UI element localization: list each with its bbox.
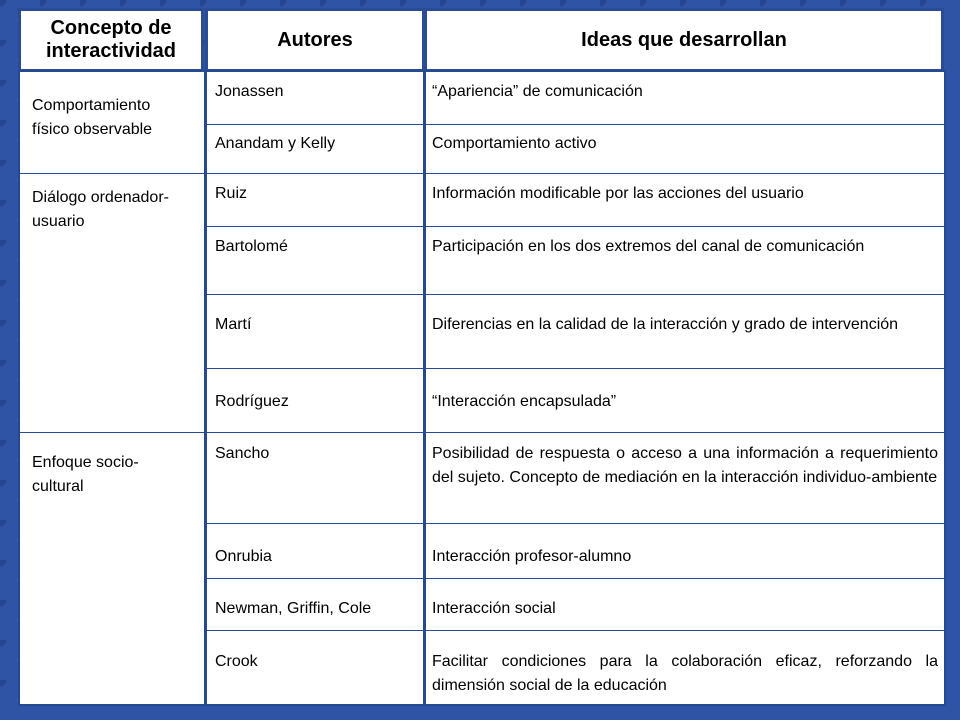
concept-label: Enfoque socio-cultural bbox=[32, 454, 139, 495]
idea-text: “Apariencia” de comunicación bbox=[432, 83, 643, 100]
header-ideas bbox=[424, 8, 944, 72]
idea-text: Posibilidad de respuesta o acceso a una información a requerimiento del sujeto. Concepto de mediación en la interacción individuo-ambiente bbox=[432, 445, 938, 486]
idea-text: Facilitar condiciones para la colaboración eficaz, reforzando la dimensión social de la educación bbox=[432, 653, 938, 694]
idea-text: Participación en los dos extremos del canal de comunicación bbox=[432, 238, 865, 255]
idea-text: “Interacción encapsulada” bbox=[432, 393, 617, 410]
author-name: Onrubia bbox=[215, 548, 272, 565]
header-concept bbox=[18, 8, 204, 72]
idea-text: Comportamiento activo bbox=[432, 135, 597, 152]
author-name: Rodríguez bbox=[215, 393, 289, 410]
author-name: Jonassen bbox=[215, 83, 284, 100]
header-ideas-text: Ideas que desarrollan bbox=[581, 28, 787, 51]
concept-label: Diálogo ordenador-usuario bbox=[32, 189, 169, 230]
header-authors-text: Autores bbox=[277, 28, 353, 51]
author-name: Martí bbox=[215, 316, 252, 333]
author-name: Ruiz bbox=[215, 185, 248, 202]
header-concept-text: Concepto de interactividad bbox=[45, 17, 177, 62]
concept-label: Comportamiento físico observable bbox=[32, 97, 153, 138]
idea-text: Interacción social bbox=[432, 600, 556, 617]
header-authors bbox=[205, 8, 425, 72]
idea-text: Interacción profesor-alumno bbox=[432, 548, 632, 565]
idea-text: Diferencias en la calidad de la interacción y grado de intervención bbox=[432, 316, 899, 333]
author-name: Bartolomé bbox=[215, 238, 288, 255]
author-name: Crook bbox=[215, 653, 258, 670]
author-name: Anandam y Kelly bbox=[215, 135, 336, 152]
table-frame bbox=[18, 70, 946, 706]
idea-text: Información modificable por las acciones del usuario bbox=[432, 185, 804, 202]
author-name: Newman, Griffin, Cole bbox=[215, 600, 372, 617]
author-name: Sancho bbox=[215, 445, 270, 462]
